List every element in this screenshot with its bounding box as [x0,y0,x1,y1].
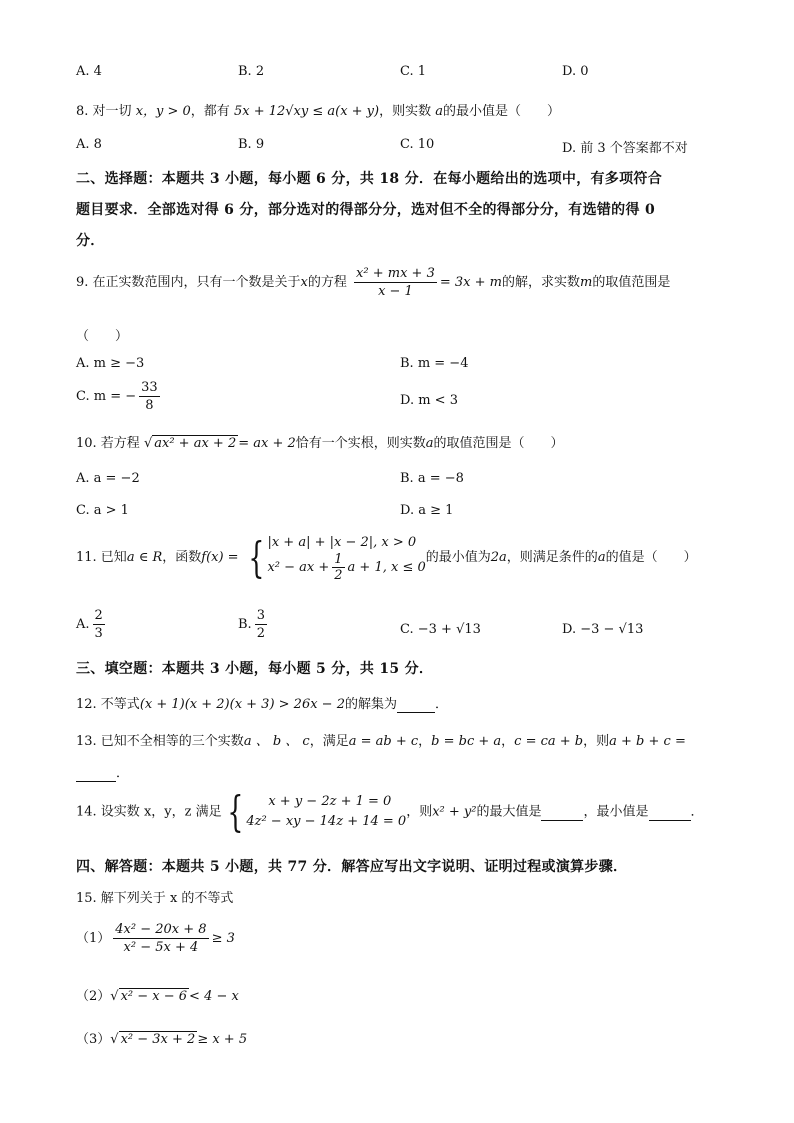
section2-line3: 分． [76,233,105,249]
q7-option-d: D. 0 [562,64,589,79]
q13-blank-line: ． [76,762,129,782]
q9-option-a: A. m ≥ −3 [76,356,145,371]
q10-option-c: C. a > 1 [76,503,129,518]
q7-option-c: C. 1 [400,64,427,79]
section3-header: 三、填空题：本题共 3 小题，每小题 5 分，共 15 分． [76,661,434,677]
q8-option-b: B. 9 [238,137,265,152]
q9-option-c: C. m = − $\frac{33}{8}$ [76,380,158,413]
section2-line2: 题目要求．全部选对得 6 分，部分选对的得部分分，选对但不全的得部分分，有选错的得 0 [76,202,656,218]
q8-stem: 8. 对一切 x，y > 0，都有 5x + 12√xy ≤ a(x + y)，则实数 a的最小值是（ ） [76,104,561,119]
q7-option-b: B. 2 [238,64,265,79]
q15-part3: （3）√ x² − 3x + 2 ≥ x + 5 [76,1032,248,1047]
q14-stem: 14. 设实数 x，y，z 满足 { x + y − 2z + 1 = 0 4z² − xy − 14z + 14 = 0 ，则x² + y²的最大值是 ，最小值是 ． [76,787,704,836]
q11-stem: 11. 已知a ∈ R，函数f(x) = { |x + a| + |x − 2|, x > 0 x² − ax + $\frac{1}{2}$ a + 1, x ≤ 0 的最小值为2a，则满足条件的a的值是（ ） [76,532,697,583]
q9-paren: （ ） [76,329,129,344]
q11-option-d: D. −3 − √13 [562,622,644,637]
q15-part2: （2）√ x² − x − 6 < 4 − x [76,989,239,1004]
q11-option-b: B. $\frac{3}{2}$ [238,608,265,641]
q14-system: x + y − 2z + 1 = 0 4z² − xy − 14z + 14 = 0 [246,794,407,829]
section2-line1: 二、选择题：本题共 3 小题，每小题 6 分，共 18 分．在每小题给出的选项中，有多项符合 [76,171,663,187]
q13-stem: 13. 已知不全相等的三个实数a 、 b 、 c，满足a = ab + c，b = bc + a，c = ca + b，则a + b + c = [76,734,686,749]
q15-title: 15. 解下列关于 x 的不等式 [76,891,234,906]
q10-option-d: D. a ≥ 1 [400,503,454,518]
q9-option-d: D. m < 3 [400,393,458,408]
q15-part1: （1） $\frac{\text{4x² − 20x + 8}}{\text{x² − 5x + 4}}$ ≥ 3 [76,922,235,955]
q10-stem: 10. 若方程 √ ax² + ax + 2 = ax + 2恰有一个实根，则实数a的取值范围是（ ） [76,436,564,451]
q11-option-c: C. −3 + √13 [400,622,481,637]
q12-stem: 12. 不等式(x + 1)(x + 2)(x + 3) > 26x − 2的解集为 ． [76,697,449,712]
q7-option-a: A. 4 [76,64,102,79]
q11-piecewise: |x + a| + |x − 2|, x > 0 x² − ax + $\frac{1}{2}$ a + 1, x ≤ 0 [267,535,426,583]
q11-option-a: A. $\frac{2}{3}$ [76,608,103,641]
q8-option-d: D. 前 3 个答案都不对 [562,141,688,156]
q9-fraction: $\frac{\text{x² + mx + 3}}{x - 1}$ [356,266,435,299]
q9-stem: 9. 在正实数范围内，只有一个数是关于x的方程 $\frac{\text{x² + mx + 3}}{x - 1}$ = 3x + m的解，求实数m的取值范围是 [76,266,671,299]
q10-option-b: B. a = −8 [400,471,464,486]
section4-header: 四、解答题：本题共 5 小题，共 77 分．解答应写出文字说明、证明过程或演算步骤． [76,859,628,875]
q9-option-b: B. m = −4 [400,356,469,371]
q10-option-a: A. a = −2 [76,471,140,486]
q8-option-a: A. 8 [76,137,102,152]
q8-option-c: C. 10 [400,137,435,152]
